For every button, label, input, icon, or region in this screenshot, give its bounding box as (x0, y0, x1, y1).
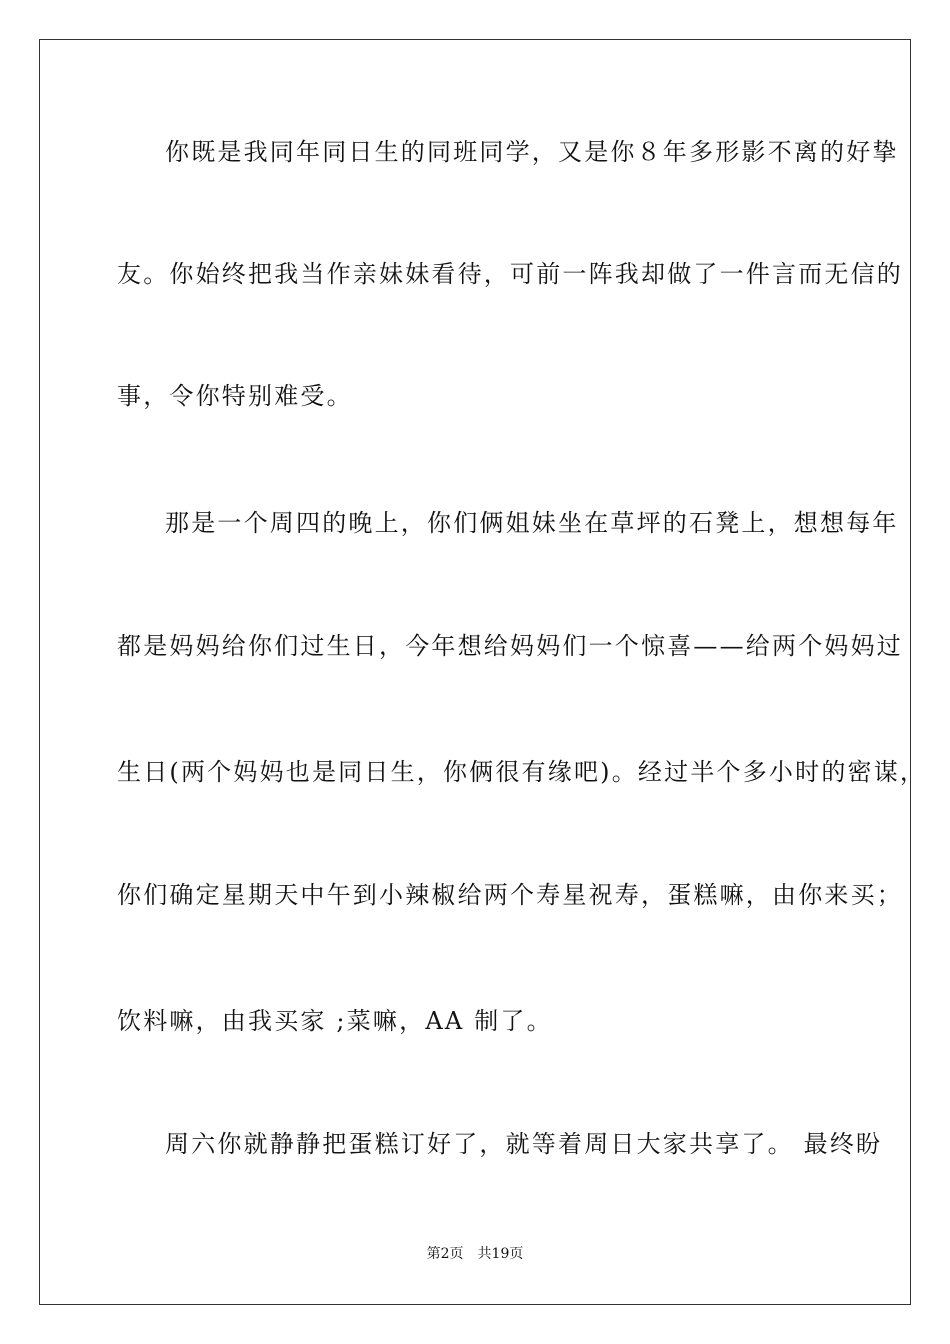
paragraph-2-line-3: 生日(两个妈妈也是同日生，你俩很有缘吧)。经过半个多小时的密谋， (117, 758, 927, 786)
paragraph-2-line-5: 饮料嘛，由我买家 ;菜嘛，AA 制了。 (117, 1007, 553, 1035)
paragraph-1-line-3: 事，令你特别难受。 (117, 382, 353, 410)
paragraph-3-line-1: 周六你就静静把蛋糕订好了，就等着周日大家共享了。 最终盼 (165, 1130, 883, 1158)
paragraph-1-line-2: 友。你始终把我当作亲妹妹看待，可前一阵我却做了一件言而无信的 (117, 260, 903, 288)
page-number: 第2页 (426, 1246, 464, 1262)
paragraph-2-line-1: 那是一个周四的晚上，你们俩姐妹坐在草坪的石凳上，想想每年 (165, 509, 899, 537)
page-border (39, 39, 911, 1305)
paragraph-2-line-2: 都是妈妈给你们过生日，今年想给妈妈们一个惊喜——给两个妈妈过 (117, 632, 903, 660)
page-total: 共19页 (477, 1246, 524, 1262)
paragraph-2-line-4: 你们确定星期天中午到小辣椒给两个寿星祝寿，蛋糕嘛，由你来买； (117, 881, 903, 909)
page-footer (0, 1244, 950, 1264)
paragraph-1-line-1: 你既是我同年同日生的同班同学，又是你８年多形影不离的好挚 (165, 138, 899, 166)
